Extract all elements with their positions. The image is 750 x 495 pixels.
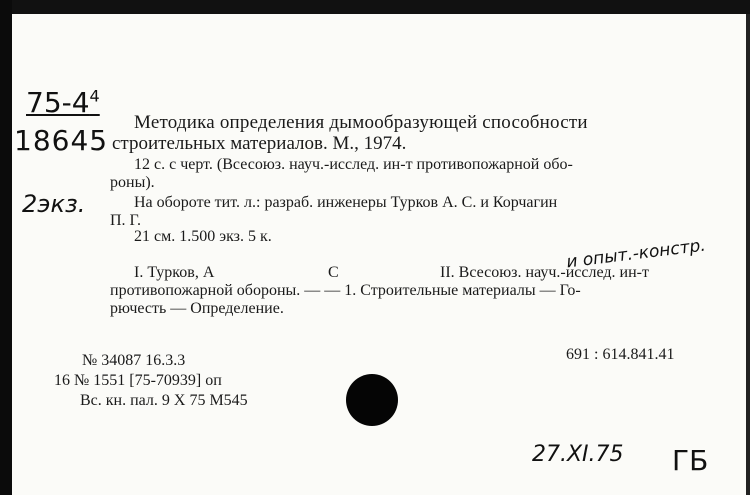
scan-edge-left: [0, 0, 12, 495]
punch-hole: [346, 374, 398, 426]
entry-title-line2: строительных материалов. М., 1974.: [112, 133, 407, 154]
entry-size-line: 21 см. 1.500 экз. 5 к.: [134, 228, 272, 245]
scan-edge-top: [0, 0, 750, 14]
entry-title-line1: Методика определения дымообразующей способности: [134, 112, 588, 133]
entry-verso-line1: На обороте тит. л.: разраб. инженеры Турков А. С. и Корчагин: [134, 194, 558, 211]
handwritten-call-number: $75-4^4$: [26, 86, 100, 119]
handwritten-accession-number: 18645: [14, 124, 109, 157]
footer-number: № 34087 16.3.3: [82, 352, 186, 369]
entry-verso-line2: П. Г.: [110, 212, 141, 229]
tracing-initial: С: [328, 264, 339, 281]
footer-classification: 691 : 614.841.41: [566, 346, 675, 363]
tracing-institution: II. Всесоюз. науч.-исслед. ин-т: [440, 264, 649, 281]
footer-printer: Вс. кн. пал. 9 X 75 М545: [80, 392, 248, 409]
handwritten-initials: ГБ: [672, 444, 709, 477]
footer-order: 16 № 1551 [75-70939] оп: [54, 372, 222, 389]
tracing-line3: рючесть — Определение.: [110, 300, 284, 317]
tracing-author: I. Турков, А: [134, 264, 215, 281]
handwritten-copies: 2экз.: [22, 190, 86, 218]
entry-pages-line2: роны).: [110, 174, 155, 191]
tracing-line2: противопожарной обороны. — — 1. Строительные материалы — Го-: [110, 282, 581, 299]
handwritten-note: и опыт.-констр.: [565, 235, 707, 273]
entry-pages-line1: 12 с. с черт. (Всесоюз. науч.-исслед. ин-т противопожарной обо-: [134, 156, 573, 173]
handwritten-date: 27.XI.75: [532, 442, 624, 467]
scan-edge-right: [746, 14, 750, 495]
